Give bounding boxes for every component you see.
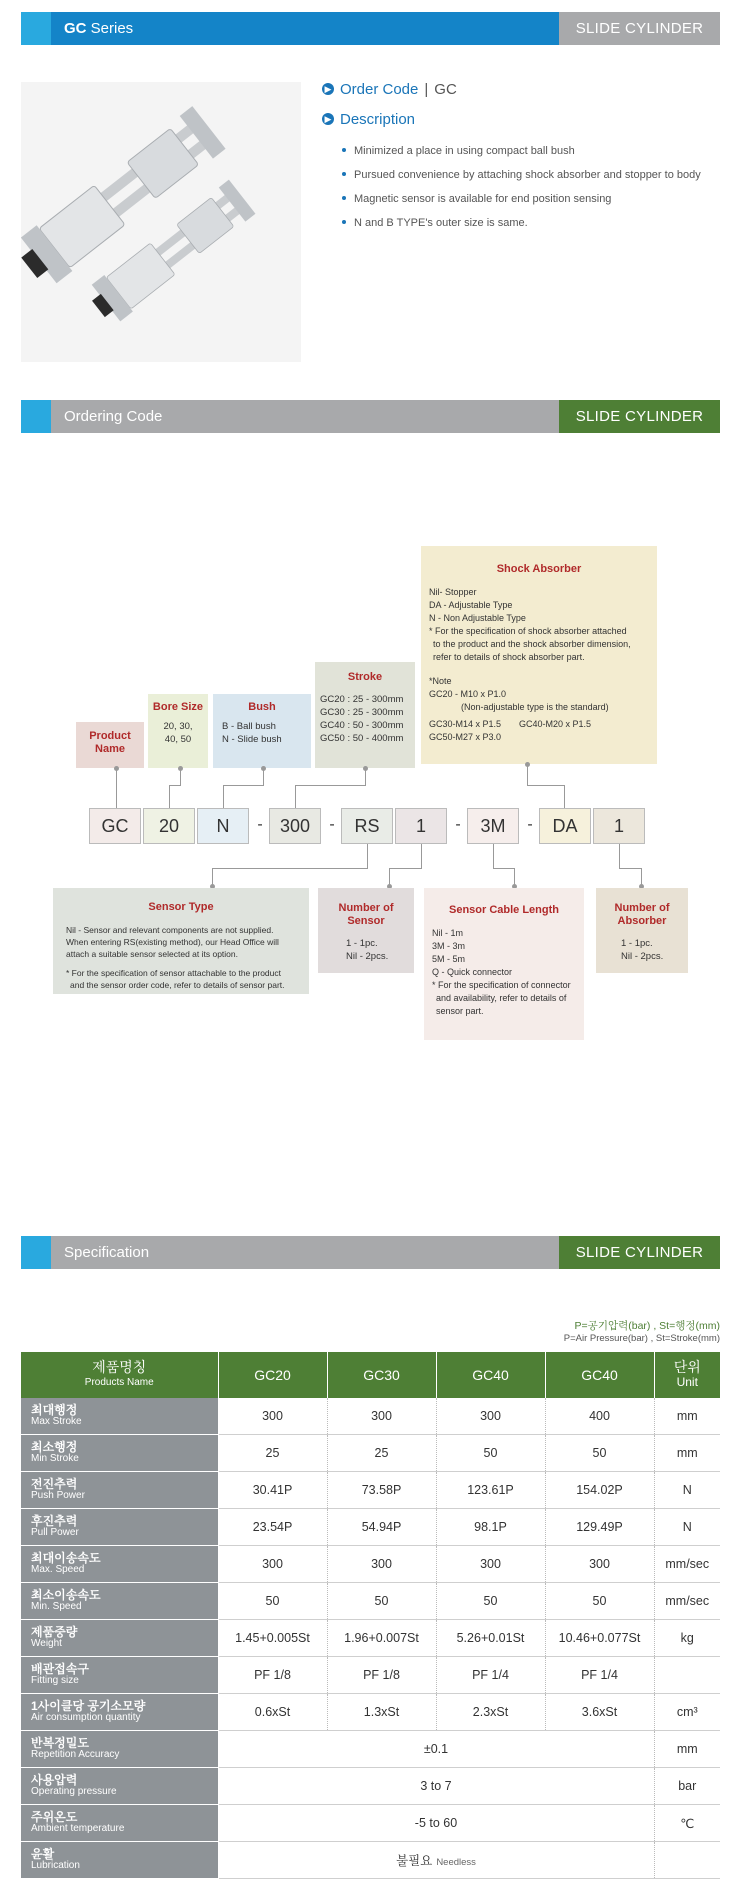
spec-cell: 73.58P [327,1472,436,1509]
spec-unit [654,1842,720,1879]
spec-cell: 50 [436,1435,545,1472]
spec-merged-cell: 3 to 7 [218,1768,654,1805]
spec-cell: PF 1/8 [327,1657,436,1694]
spec-unit: mm [654,1435,720,1472]
spec-cell: 1.45+0.005St [218,1620,327,1657]
series-tag: SLIDE CYLINDER [559,12,720,45]
spec-cell: 3.6xSt [545,1694,654,1731]
arrow-circle-icon: ▶ [322,83,334,95]
description-item: N and B TYPE's outer size is same. [342,212,701,236]
code-box-sensor-type: RS [341,808,393,844]
code-box-shock: DA [539,808,591,844]
ordering-tag: SLIDE CYLINDER [559,400,720,433]
spec-row-label: 전진추력 Push Power [21,1472,218,1509]
spec-cell: 300 [218,1398,327,1435]
model-header: GC30 [327,1352,436,1398]
spec-cell: 1.3xSt [327,1694,436,1731]
connector-line [421,844,422,868]
table-row [21,1398,720,1435]
spec-unit: N [654,1509,720,1546]
spec-table [21,1352,720,1879]
description-item: Minimized a place in using compact ball bush [342,140,701,164]
spec-cell: PF 1/4 [436,1657,545,1694]
code-box-bore: 20 [143,808,195,844]
spec-unit: mm [654,1398,720,1435]
sensor-type-box: Sensor Type Nil - Sensor and relevant components are not supplied. When entering RS(existing method), our Head Office will attach a suitable sensor selected at its option. * For the specification of sensor attachable to the product and the sensor order code, refer to details of sensor part. [53,888,309,994]
spec-title: Specification [51,1236,592,1269]
bullet-icon [342,148,346,152]
description-item: Magnetic sensor is available for end position sensing [342,188,701,212]
spec-cell: PF 1/8 [218,1657,327,1694]
product-photo [21,82,301,362]
spec-cell: 50 [327,1583,436,1620]
spec-tag: SLIDE CYLINDER [559,1236,720,1269]
spec-unit: N [654,1472,720,1509]
spec-unit: ℃ [654,1805,720,1842]
spec-row-label: 배관접속구 Fitting size [21,1657,218,1694]
dash-separator: - [257,816,263,833]
spec-row-label: 제품중량 Weight [21,1620,218,1657]
spec-cell: 0.6xSt [218,1694,327,1731]
spec-cell: 154.02P [545,1472,654,1509]
connector-line [367,844,368,868]
spec-row-label: 주위온도 Ambient temperature [21,1805,218,1842]
connector-line [212,868,368,869]
sensor-cable-box: Sensor Cable Length Nil - 1m 3M - 3m 5M - 5m Q - Quick connector * For the specification of connector and availability, refer to details of sensor part. [424,888,584,1040]
header-accent [21,12,51,45]
spec-row-label: 최소이송속도 Min. Speed [21,1583,218,1620]
spec-note-en: P=Air Pressure(bar) , St=Stroke(mm) [563,1333,720,1344]
table-row [21,1842,720,1879]
spec-row-label: 후진추력 Pull Power [21,1509,218,1546]
spec-unit: bar [654,1768,720,1805]
spec-cell: 50 [436,1583,545,1620]
spec-header-row [21,1352,720,1398]
spec-header-bar [21,1236,720,1269]
spec-cell: 30.41P [218,1472,327,1509]
spec-row-label: 사용압력 Operating pressure [21,1768,218,1805]
products-name-header: 제품명칭 Products Name [21,1352,218,1398]
table-row [21,1805,720,1842]
bush-box: Bush B - Ball bush N - Slide bush [213,694,311,768]
table-row [21,1583,720,1620]
spec-cell: 23.54P [218,1509,327,1546]
connector-line [493,844,494,868]
connector-line [116,768,117,808]
spec-merged-cell: ±0.1 [218,1731,654,1768]
spec-cell: 123.61P [436,1472,545,1509]
dash-separator: - [455,816,461,833]
connector-line [564,785,565,808]
spec-row-label: 반복정밀도 Repetition Accuracy [21,1731,218,1768]
order-code-heading: ▶ Order Code | GC [322,81,457,98]
table-row [21,1694,720,1731]
spec-unit [654,1657,720,1694]
connector-line [619,844,620,868]
spec-cell: 1.96+0.007St [327,1620,436,1657]
code-box-cable: 3M [467,808,519,844]
spec-note-ko: P=공기압력(bar) , St=행정(mm) [574,1320,720,1332]
spec-merged-cell: 불필요 Needless [218,1842,654,1879]
connector-line [223,785,264,786]
bore-size-box: Bore Size 20, 30, 40, 50 [148,694,208,768]
table-row [21,1620,720,1657]
connector-line [619,868,642,869]
spec-unit: mm [654,1731,720,1768]
table-row [21,1546,720,1583]
spec-unit: kg [654,1620,720,1657]
connector-line [295,785,366,786]
spec-row-label: 최대행정 Max Stroke [21,1398,218,1435]
table-row [21,1509,720,1546]
spec-cell: 129.49P [545,1509,654,1546]
spec-merged-cell: -5 to 60 [218,1805,654,1842]
spec-row-label: 최소행정 Min Stroke [21,1435,218,1472]
table-row [21,1657,720,1694]
spec-cell: 54.94P [327,1509,436,1546]
number-of-sensor-box: Number of Sensor 1 - 1pc. Nil - 2pcs. [318,888,414,973]
connector-line [527,764,528,785]
connector-line [169,785,181,786]
spec-cell: 50 [545,1583,654,1620]
series-header-bar [21,12,720,45]
spec-unit: cm³ [654,1694,720,1731]
connector-line [223,785,224,808]
code-box-sensor-number: 1 [395,808,447,844]
connector-line [180,768,181,785]
connector-line [493,868,515,869]
spec-cell: 300 [327,1398,436,1435]
spec-row-label: 최대이송속도 Max. Speed [21,1546,218,1583]
header-accent [21,400,51,433]
number-of-absorber-box: Number of Absorber 1 - 1pc. Nil - 2pcs. [596,888,688,973]
model-header: GC40 [436,1352,545,1398]
table-row [21,1768,720,1805]
code-box-absorber-number: 1 [593,808,645,844]
unit-header: 단위 Unit [654,1352,720,1398]
table-row [21,1472,720,1509]
spec-cell: 50 [545,1435,654,1472]
model-header: GC20 [218,1352,327,1398]
spec-cell: 50 [218,1583,327,1620]
dash-separator: - [329,816,335,833]
bullet-icon [342,172,346,176]
connector-line [295,785,296,808]
model-header: GC40 [545,1352,654,1398]
connector-line [389,868,422,869]
spec-cell: 25 [218,1435,327,1472]
spec-row-label: 1사이클당 공기소모량 Air consumption quantity [21,1694,218,1731]
spec-cell: 5.26+0.01St [436,1620,545,1657]
connector-line [527,785,565,786]
bullet-icon [342,220,346,224]
dash-separator: - [527,816,533,833]
connector-line [365,768,366,785]
code-box-bush: N [197,808,249,844]
ordering-header-bar [21,400,720,433]
stroke-box: Stroke GC20 : 25 - 300mm GC30 : 25 - 300mm GC40 : 50 - 300mm GC50 : 50 - 400mm [315,662,415,768]
description-heading: ▶ Description [322,111,415,128]
spec-cell: 300 [436,1398,545,1435]
spec-cell: PF 1/4 [545,1657,654,1694]
spec-row-label: 윤활 Lubrication [21,1842,218,1879]
ordering-title: Ordering Code [51,400,592,433]
code-box-product: GC [89,808,141,844]
spec-cell: 400 [545,1398,654,1435]
spec-cell: 2.3xSt [436,1694,545,1731]
description-item: Pursued convenience by attaching shock absorber and stopper to body [342,164,701,188]
header-accent [21,1236,51,1269]
spec-cell: 300 [545,1546,654,1583]
shock-absorber-box: Shock Absorber Nil- Stopper DA - Adjustable Type N - Non Adjustable Type * For the specification of shock absorber attached to the product and the shock absorber dimension, refer to details of shock absorber part. *Note GC20 - M10 x P1.0 (Non-adjustable type is the standard) GC30-M14 x P1.5 GC40-M20 x P1.5 GC50-M27 x P3.0 [421,546,657,764]
connector-line [169,785,170,808]
spec-unit: mm/sec [654,1546,720,1583]
product-name-box: Product Name [76,722,144,768]
spec-cell: 98.1P [436,1509,545,1546]
description-list [342,140,701,236]
arrow-circle-icon: ▶ [322,113,334,125]
spec-cell: 300 [327,1546,436,1583]
code-box-stroke: 300 [269,808,321,844]
bullet-icon [342,196,346,200]
connector-line [263,768,264,785]
spec-cell: 300 [218,1546,327,1583]
spec-cell: 25 [327,1435,436,1472]
spec-cell: 10.46+0.077St [545,1620,654,1657]
table-row [21,1435,720,1472]
spec-cell: 300 [436,1546,545,1583]
series-title: GC Series [51,12,592,45]
table-row [21,1731,720,1768]
spec-unit: mm/sec [654,1583,720,1620]
